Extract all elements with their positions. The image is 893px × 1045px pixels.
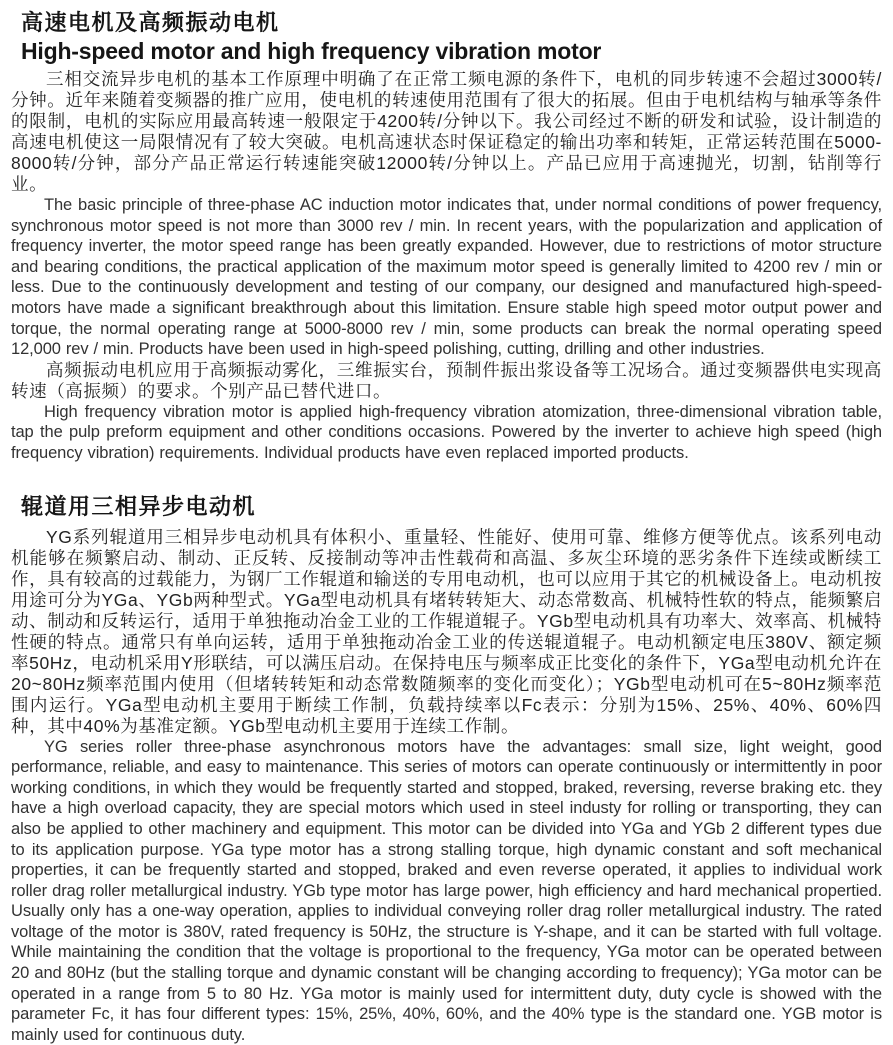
- roller-motor-paragraph-en: YG series roller three-phase asynchronous motors have the advantages: small size, light weight, good performance, reliable, and easy to maintenance. This series of motors can operate continuously or intermittently in poor working conditions, in which they would be frequently started and stopped, braked, reversing, reverse braking etc. they have a high overload capacity, they are special motors which used in steel industy for rolling or transporting, they can also be applied to other machinery and equipment. This motor can be divided into YGa and YGb 2 different types due to its application purpose. YGa type motor has a strong stalling torque, high dynamic constant and soft mechanical properties, it can be frequently started and stopped, braked and even reverse operated, it applies to individual work roller drag roller metallurgical industry. YGb type motor has large power, high efficiency and hard mechanical propertied. Usually only has a one-way operation, applies to individual conveying roller drag roller metallurgical industry. The rated voltage of the motor is 380V, rated frequency is 50Hz, the structure is Y-shape, and it can be started with full voltage. While maintaining the condition that the voltage is proportional to the frequency, YGa motor can be operated between 20 and 80Hz (but the stalling torque and dynamic constant will be changing according to frequency); YGa motor can be operated in a range from 5 to 80 Hz. YGa motor is mainly used for intermittent duty, duty cycle is showed with the parameter Fc, it has four different types: 15%, 25%, 40%, 60%, and the 40% type is the standard one. YGB motor is mainly used for continuous duty.: [11, 737, 882, 1044]
- high-speed-motor-paragraph-en-1: The basic principle of three-phase AC induction motor indicates that, under normal conditions of power frequency, synchronous motor speed is not more than 3000 rev / min. In recent years, with the popularization and application of frequency inverter, the motor speed range has been greatly expanded. However, due to restrictions of motor structure and bearing conditions, the practical application of the maximum motor speed is generally limited to 4200 rev / min or less. Due to the continuously development and testing of our company, our designed and manufactured high-speed-motors have made a significant breakthrough about this limitation. Ensure stable high speed motor output power and torque, the normal operating range at 5000-8000 rev / min, some products can break the normal operating speed 12,000 rev / min. Products have been used in high-speed polishing, cutting, drilling and other industries.: [11, 196, 882, 359]
- high-speed-motor-paragraph-zh-1: 三相交流异步电机的基本工作原理中明确了在正常工频电源的条件下，电机的同步转速不会超过3000转/分钟。近年来随着变频器的推广应用，使电机的转速使用范围有了很大的拓展。但由于电机结构与轴承等条件的限制，电机的实际应用最高转速一般限定于4200转/分钟以下。我公司经过不断的研发和试验，设计制造的高速电机使这一局限情况有了较大突破。电机高速状态时保证稳定的输出功率和转矩，正常运转范围在5000-8000转/分钟，部分产品正常运行转速能突破12000转/分钟以上。产品已应用于高速抛光，切割，钻削等行业。: [11, 69, 882, 194]
- section-divider-gap: [11, 464, 882, 494]
- vibration-motor-paragraph-en: High frequency vibration motor is applied high-frequency vibration atomization, three-dimensional vibration table, tap the pulp preform equipment and other conditions occasions. Powered by the inverter to achieve high speed (high frequency vibration) requirements. Individual products have even replaced imported products.: [11, 402, 882, 462]
- roller-motor-title-zh: 辊道用三相异步电动机: [21, 493, 257, 519]
- section-roller-motor: [11, 494, 882, 1045]
- section-high-speed-motor: [11, 10, 882, 464]
- roller-motor-paragraph-zh: YG系列辊道用三相异步电动机具有体积小、重量轻、性能好、使用可靠、维修方便等优点。该系列电动机能够在频繁启动、制动、正反转、反接制动等冲击性载荷和高温、多灰尘环境的恶劣条件下连续或断续工作，具有较高的过载能力，为钢厂工作辊道和输送的专用电动机，也可以应用于其它的机械设备上。电动机按用途可分为YGa、YGb两种型式。YGa型电动机具有堵转转矩大、动态常数高、机械特性软的特点，能频繁启动、制动和反转运行，适用于单独拖动冶金工业的工作辊道辊子。YGb型电动机具有功率大、效率高、机械特性硬的特点。通常只有单向运转，适用于单独拖动冶金工业的传送辊道辊子。电动机额定电压380V、额定频率50Hz，电动机采用Y形联结，可以满压启动。在保持电压与频率成正比变化的条件下，YGa型电动机允许在20~80Hz频率范围内使用（但堵转转矩和动态常数随频率的变化而变化）；YGb型电动机可在5~80Hz频率范围内运行。YGa型电动机主要用于断续工作制，负载持续率以Fc表示：分别为15%、25%、40%、60%四种，其中40%为基准定额。YGb型电动机主要用于连续工作制。: [11, 526, 882, 736]
- vibration-motor-paragraph-zh: 高频振动电机应用于高频振动雾化，三维振实台，预制件振出浆设备等工况场合。通过变频器供电实现高转速（高振频）的要求。个别产品已替代进口。: [11, 359, 882, 401]
- high-speed-motor-title-zh: 高速电机及高频振动电机: [21, 10, 280, 35]
- high-speed-motor-title-en: High-speed motor and high frequency vibration motor: [21, 38, 602, 64]
